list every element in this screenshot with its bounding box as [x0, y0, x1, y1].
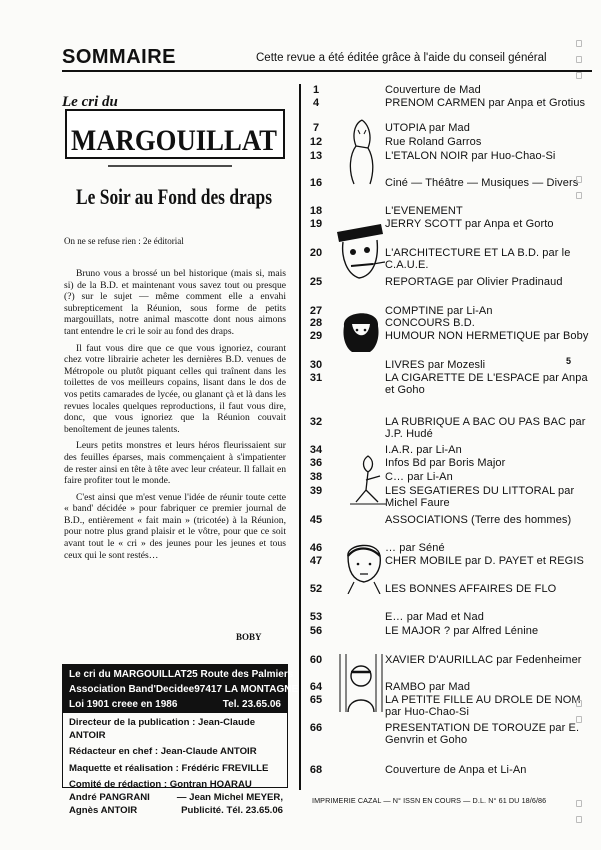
toc-title: L'ARCHITECTURE ET LA B.D. par le C.A.U.E. — [385, 247, 571, 272]
toc-title: Infos Bd par Boris Major — [385, 457, 506, 469]
editorial-label: On ne se refuse rien : 2e éditorial — [64, 236, 184, 246]
girl-illustration — [340, 304, 382, 354]
toc-page: 65 — [309, 694, 323, 706]
colophon-member: André PANGRANI — [69, 791, 150, 803]
toc-page: 46 — [309, 542, 323, 554]
colophon-advertising: Publicité. Tél. 23.65.06 — [181, 804, 283, 816]
colophon-member: — Jean Michel MEYER, — [176, 791, 283, 803]
toc-page: 4 — [312, 97, 320, 109]
toc-page: 66 — [309, 722, 323, 734]
colophon-director: Directeur de la publication : Jean-Claude ANTOIR — [69, 717, 256, 741]
colophon-editor: Rédacteur en chef : Jean-Claude ANTOIR — [69, 746, 257, 758]
colophon-phone: Tel. 23.65.06 — [222, 699, 281, 710]
toc-page: 34 — [309, 444, 323, 456]
header-subtitle: Cette revue a été éditée grâce à l'aide du conseil général — [256, 52, 547, 64]
toc-page: 45 — [309, 514, 323, 526]
toc-page: 19 — [309, 218, 323, 230]
toc-title: RAMBO par Mad — [385, 681, 471, 693]
toc-page: 20 — [309, 247, 323, 259]
toc-title: LA PETITE FILLE AU DROLE DE NOM par Huo-Chao-Si — [385, 694, 581, 719]
toc-title: CHER MOBILE par D. PAYET et REGIS — [385, 555, 584, 567]
toc-title: XAVIER D'AURILLAC par Fedenheimer — [385, 654, 582, 666]
sitting-figure-illustration — [348, 450, 388, 506]
colophon-member: Agnès ANTOIR — [69, 804, 138, 816]
toc-title: Couverture de Mad — [385, 84, 481, 96]
toc-page: 68 — [309, 764, 323, 776]
toc-title: E… par Mad et Nad — [385, 611, 484, 623]
colophon-name: Le cri du MARGOUILLAT — [69, 669, 187, 680]
punch-mark — [576, 40, 582, 47]
toc-page: 28 — [309, 317, 323, 329]
colophon-address: 25 Route des Palmiers — [186, 669, 294, 680]
punch-mark — [576, 192, 582, 199]
editorial-text — [64, 268, 286, 566]
toc-page: 7 — [312, 122, 320, 134]
toc-page: 12 — [309, 136, 323, 148]
toc-page: 32 — [309, 416, 323, 428]
toc-title: I.A.R. par Li-An — [385, 444, 462, 456]
rambo-illustration — [336, 652, 386, 714]
toc-page: 39 — [309, 485, 323, 497]
toc-title: REPORTAGE par Olivier Pradinaud — [385, 276, 563, 288]
punch-mark — [576, 56, 582, 63]
toc-title: PRESENTATION DE TOROUZE par E. Genvrin et Goho — [385, 722, 580, 747]
toc-title: LIVRES par Mozesli — [385, 359, 486, 371]
toc-title: LA CIGARETTE DE L'ESPACE par Anpa et Goho — [385, 372, 588, 397]
margouillat-logo — [56, 82, 292, 232]
toc-title: ASSOCIATIONS (Terre des hommes) — [385, 514, 572, 526]
toc-title: L'ETALON NOIR par Huo-Chao-Si — [385, 150, 556, 162]
toc-page: 13 — [309, 150, 323, 162]
toc-page: 16 — [309, 177, 323, 189]
colophon-row — [63, 682, 299, 697]
toc-title: L'EVENEMENT — [385, 205, 463, 217]
colophon-city: 97417 LA MONTAGNE — [194, 684, 299, 695]
toc-title: C… par Li-An — [385, 471, 453, 483]
colophon-law: Loi 1901 creee en 1986 — [69, 699, 178, 710]
colophon-layout: Maquette et réalisation : Frédéric FREVILLE — [69, 762, 269, 774]
toc-page: 60 — [309, 654, 323, 666]
editorial-paragraph-1: Bruno vous a brossé un bel historique (mais si, mais si) de la B.D. et maintenant vous savez tout ou presque (?) sur le sujet — même comment elle a envahi subrepticement la Réunion, sous forme de petits margouillats, notre animal mascotte dont nous aimons tant entendre le cri le soir au fond des draps. — [64, 268, 286, 337]
toc-page: 53 — [309, 611, 323, 623]
boy-illustration — [340, 538, 386, 594]
toc-page: 25 — [309, 276, 323, 288]
colophon-committee-row — [69, 792, 283, 805]
logo-line2: MARGOUILLAT — [71, 124, 277, 157]
punch-mark — [576, 800, 582, 807]
editorial-paragraph-4: C'est ainsi que m'est venue l'idée de réunir toute cette « band' décidée » pour fabriquer ce premier journal de B.D., entièrement « fait main » (tricotée) à la Réunion, pour notre plus grand plaisir et le vôtre, pour que ce soit avant tout le « cri » des jeunes pour les jeunes et tous ceux qui le sont restés… — [64, 491, 286, 561]
logo-line1: Le cri du — [62, 94, 118, 110]
toc-page: 29 — [309, 330, 323, 342]
editorial-paragraph-3: Leurs petits monstres et leurs héros fleurissaient sur des feuilles éparses, mais commençaient à s'impatienter de rester ainsi en tête à tête avec leur créateur. Il fallait en faire profiter tout le monde. — [64, 440, 286, 487]
header-rule — [62, 70, 592, 72]
page-number: 5 — [566, 356, 572, 366]
page-title: SOMMAIRE — [62, 46, 176, 68]
punch-mark — [576, 716, 582, 723]
toc-title: JERRY SCOTT par Anpa et Gorto — [385, 218, 554, 230]
colophon-header — [63, 665, 299, 713]
toc-title: LES BONNES AFFAIRES DE FLO — [385, 583, 557, 595]
colophon-box — [62, 664, 299, 816]
punch-mark — [576, 72, 582, 79]
toc-page: 30 — [309, 359, 323, 371]
punch-mark — [576, 816, 582, 823]
toc-title: Couverture de Anpa et Li-An — [385, 764, 527, 776]
punch-mark — [576, 176, 582, 183]
toc-title: PRENOM CARMEN par Anpa et Grotius — [385, 97, 586, 109]
smoker-illustration — [333, 218, 387, 284]
horse-illustration — [340, 116, 384, 188]
toc-page: 47 — [309, 555, 323, 567]
logo-line3: Le Soir au Fond des draps — [76, 184, 273, 209]
toc-title: COMPTINE par Li-An — [385, 305, 493, 317]
colophon-association: Association Band'Decidee — [69, 684, 195, 695]
toc-page: 1 — [312, 84, 320, 96]
toc-title: LA RUBRIQUE A BAC OU PAS BAC par J.P. Hudé — [385, 416, 586, 441]
editorial-signature: BOBY — [236, 632, 262, 642]
toc-title: CONCOURS B.D. — [385, 317, 475, 329]
toc-title: Ciné — Théâtre — Musiques — Divers — [385, 177, 579, 189]
toc-title: … par Séné — [385, 542, 445, 554]
colophon-committee-row — [69, 805, 283, 818]
toc-title: LES SEGATIERES DU LITTORAL par Michel Faure — [385, 485, 575, 510]
punch-mark — [576, 700, 582, 707]
imprint-line: IMPRIMERIE CAZAL — N° ISSN EN COURS — D.L. N° 61 DU 18/6/86 — [312, 796, 547, 805]
toc-page: 27 — [309, 305, 323, 317]
toc-page: 56 — [309, 625, 323, 637]
toc-page: 38 — [309, 471, 323, 483]
colophon-credits — [69, 717, 283, 817]
toc-title: LE MAJOR ? par Alfred Lénine — [385, 625, 539, 637]
colophon-row — [63, 697, 287, 712]
toc-page: 52 — [309, 583, 323, 595]
colophon-row — [63, 667, 294, 682]
toc-title: HUMOUR NON HERMETIQUE par Boby — [385, 330, 589, 342]
colophon-committee: Comité de rédaction : Gontran HOARAU — [69, 779, 252, 791]
toc-page: 64 — [309, 681, 323, 693]
toc-page: 18 — [309, 205, 323, 217]
toc-title: UTOPIA par Mad — [385, 122, 470, 134]
toc-page: 31 — [309, 372, 323, 384]
toc-page: 36 — [309, 457, 323, 469]
editorial-paragraph-2: Il faut vous dire que ce que vous ignoriez, courant chez votre librairie acheter les dernières B.D. venues de Métropole ou plutôt piquant celles qui traînent dans les toilettes de vos meilleurs copains, lisant dans le dos de vos petits camarades de lycée, ou glanant çà et là dans les revues locales quelques reproductions, il faut vous dire, donc, que vous ignoriez que la Réunion couvait benoîtement de jeunes talents. — [64, 342, 286, 435]
toc-title: Rue Roland Garros — [385, 136, 482, 148]
